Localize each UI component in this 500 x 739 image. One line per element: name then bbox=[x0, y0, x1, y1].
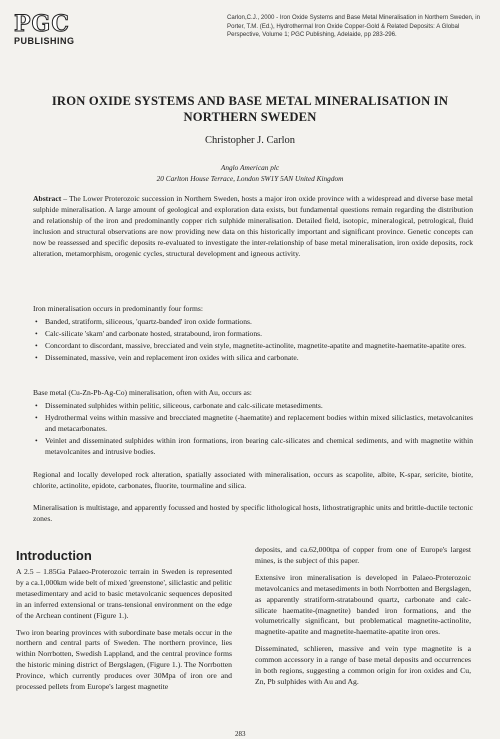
abstract-label: Abstract bbox=[33, 194, 62, 203]
list-item: • Hydrothermal veins within massive and brecciated magnetite (-haematite) and replacement bodies within mixed siliclastics, metavolcanites and metacarbonates. bbox=[33, 413, 473, 435]
list-item: • Calc-silicate 'skarn' and carbonate hosted, stratabound, iron formations. bbox=[33, 329, 473, 340]
multistage-paragraph bbox=[33, 503, 473, 525]
title-line-1: IRON OXIDE SYSTEMS AND BASE METAL MINERALISATION IN bbox=[51, 94, 449, 108]
base-metal-section bbox=[33, 388, 473, 458]
affiliation-org: Anglo American plc bbox=[220, 163, 280, 172]
iron-forms-section bbox=[33, 304, 473, 365]
list-item: • Disseminated, massive, vein and replacement iron oxides with silica and carbonate. bbox=[33, 353, 473, 364]
affiliation-address: 20 Carlton House Terrace, London SW1Y 5AN United Kingdom bbox=[156, 174, 344, 183]
paper-title bbox=[20, 93, 480, 125]
abstract bbox=[33, 194, 473, 259]
list-item: • Disseminated sulphides within pelitic, siliceous, carbonate and calc-silicate metasediments. bbox=[33, 401, 473, 412]
logo-pgc: PGC bbox=[14, 11, 70, 37]
citation-text: Carlon,C.J., 2000 - Iron Oxide Systems and Base Metal Mineralisation in Northern Sweden, in Porter, T.M. (Ed.), Hydrothermal Iron Oxide Copper-Gold & Related Deposits: A Global Perspective, Volume 1; PGC Publishing, Adelaide, pp 283-296. bbox=[227, 14, 481, 39]
base-metal-list bbox=[33, 401, 473, 458]
abstract-text: – The Lower Proterozoic succession in Northern Sweden, hosts a major iron oxide province with a widespread and diverse base metal sulphide mineralisation. A large amount of geological and exploration data exists, but fundamental questions remain regarding the distribution and relationship of the iron and predominantly copper rich sulphide mineralisation. Detailed field, isotopic, mineralogical, petrological, fluid inclusion and structural observations are now providing new data on this historically important and significant province. Genetic concepts can now be reassessed and specific deposits re-evaluated to investigate the inter-relationship of base metal mineralisation, iron oxide deposits, rock alteration, metamorphism, orogenic cycles, structural development and igneous activity. bbox=[33, 194, 473, 258]
publisher-logo bbox=[14, 11, 104, 46]
base-metal-intro: Base metal (Cu-Zn-Pb-Ag-Co) mineralisation, often with Au, occurs as: bbox=[33, 388, 252, 397]
right-para-3: Disseminated, schlieren, massive and vein type magnetite is a common accessory in a range of base metal deposits and occurrences in both regions, suggesting a common origin for iron oxides and Cu, Zn, Pb sulphides with Au and Ag. bbox=[255, 644, 471, 686]
list-item: • Concordant to discordant, massive, brecciated and vein style, magnetite-actinolite, magnetite-apatite and magnetite-haematite-apatite ores. bbox=[33, 341, 473, 352]
alteration-text: Regional and locally developed rock alteration, spatially associated with mineralisation, occurs as scapolite, albite, K-spar, sericite, biotite, chlorite, actinolite, epidote, carbonates, fluorite, tourmaline and silica. bbox=[33, 470, 473, 490]
introduction-heading: Introduction bbox=[16, 548, 92, 563]
left-para-1: A 2.5 – 1.85Ga Palaeo-Proterozoic terrain in Sweden is represented by a ca.1,000km wide belt of mixed 'greenstone', siliclastic and pelitic metasedimentary and acid to basic metavolcanic sequences deposited in an inferred extensional or trans-tensional environment on the edge of the Archean continent (Figure 1.). bbox=[16, 567, 232, 620]
affiliation bbox=[20, 162, 480, 184]
list-item: • Banded, stratiform, siliceous, 'quartz-banded' iron oxide formations. bbox=[33, 317, 473, 328]
list-item: • Veinlet and disseminated sulphides within iron formations, iron bearing calc-silicates and chemical sediments, and with magnetite within metavolcanites and intrusive bodies. bbox=[33, 436, 473, 458]
title-line-2: NORTHERN SWEDEN bbox=[183, 110, 317, 124]
right-para-2: Extensive iron mineralisation is developed in Palaeo-Proterozoic metavolcanics and metasediments in both Norrbotten and Bergslagen, as apparently stratiform-stratabound quartz, carbonate and calc-silicate haematite-(magnetite) banded iron formations, and the volumetrically significant, but problematical magnetite-actinolite, magnetite-apatite and magnetite-haematite-apatite iron ores. bbox=[255, 572, 471, 637]
alteration-paragraph bbox=[33, 470, 473, 492]
right-para-1: deposits, and ca.62,000tpa of copper from one of Europe's largest mines, is the subject of this paper. bbox=[255, 545, 471, 565]
multistage-text: Mineralisation is multistage, and apparently focussed and hosted by specific lithological hosts, lithostratigraphic units and brittle-ductile tectonic zones. bbox=[33, 503, 473, 523]
iron-forms-list bbox=[33, 317, 473, 364]
iron-forms-intro: Iron mineralisation occurs in predominantly four forms: bbox=[33, 304, 203, 313]
page-number: 283 bbox=[235, 730, 246, 738]
left-para-2: Two iron bearing provinces with subordinate base metals occur in the northern and central parts of Sweden. The northern province, lies within Norrbotten, Swedish Lappland, and the central province forms the historic mining district of Bergslagen, (Figure 1.). The Norrbotten Province, which currently produces over 30Mpa of iron ore and processed pellets from Europe's largest magnetite bbox=[16, 627, 232, 692]
logo-publishing: PUBLISHING bbox=[14, 36, 75, 46]
right-column bbox=[255, 545, 471, 694]
left-column bbox=[16, 567, 232, 699]
author-name: Christopher J. Carlon bbox=[204, 135, 296, 146]
